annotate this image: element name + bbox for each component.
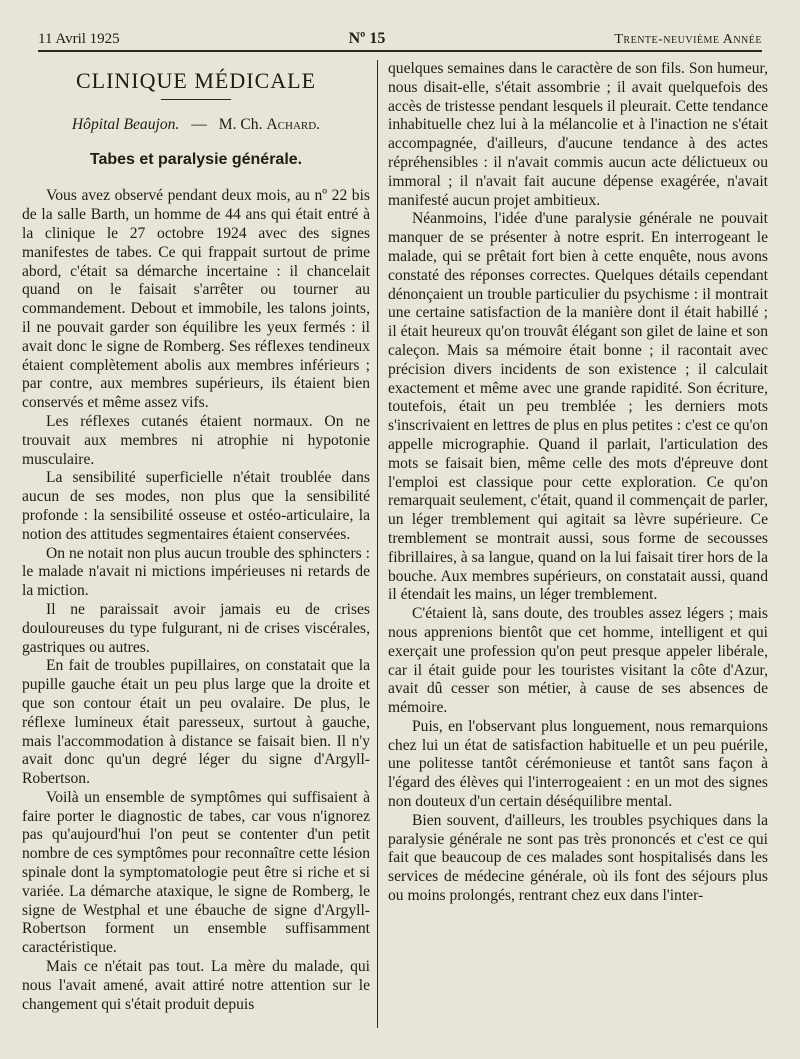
paragraph: En fait de troubles pupillaires, on constatait que la pupille gauche était un peu plus large que la droite et que son contour était un peu ovalaire. De plus, le réflexe lumineux était paresseux, surtout à gauche, mais l'accommodation à distance se faisait bien. Il n'y avait donc qu'un degré léger du signe d'Argyll-Robertson. bbox=[22, 657, 370, 788]
paragraph: Néanmoins, l'idée d'une paralysie générale ne pouvait manquer de se présenter à notre esprit. En interrogeant le malade, qui se prêtait fort bien à cette enquête, nous avons constaté des réponses correctes. Quelques détails cependant dénonçaient un trouble particulier du psychisme : il montrait une certaine satisfaction de la manière dont il était habillé ; il était heureux qu'on trouvât élégant son gilet de laine et son caleçon. Mais sa mémoire était bonne ; il racontait avec précision divers incidents de son existence ; il calculait exactement et même avec une grande rapidité. Son écriture, toutefois, était un peu tremblée ; les derniers mots s'inscrivaient en lettres de plus en plus petites : c'est ce qu'on appelle micrographie. Quand il parlait, l'articulation des mots se faisait bien, même celle des mots d'épreuve dont l'emploi est classique pour cette exploration. Ce qu'on remarquait seulement, c'était, quand il commençait de parler, un léger tremblement qui agitait sa lèvre supérieure. Ce tremblement se montrait aussi, sous forme de secousses fibrillaires, à sa langue, quand on la lui faisait tirer hors de la bouche. Aux membres supérieurs, on constatait aussi, quand il étendait les mains, un léger tremblement. bbox=[388, 210, 768, 604]
column-divider bbox=[377, 60, 378, 1028]
paragraph: C'étaient là, sans doute, des troubles assez légers ; mais nous apprenions bientôt que cet homme, intelligent et qui exerçait une profession qu'on peut presque appeler libérale, car il était guide pour les touristes visitant la côte d'Azur, avait dû cesser son métier, à cause de ses absences de mémoire. bbox=[388, 605, 768, 717]
section-title: CLINIQUE MÉDICALE bbox=[75, 68, 317, 93]
left-column bbox=[22, 60, 370, 1014]
paragraph: Bien souvent, d'ailleurs, les troubles psychiques dans la paralysie générale ne sont pas très prononcés et c'est ce qui fait que beaucoup de ces malades sont hospitalisés dans les services de médecine générale, où ils font des séjours plus ou moins prolongés, rentrant chez eux dans l'inter- bbox=[388, 811, 768, 905]
paragraph: Les réflexes cutanés étaient normaux. On ne trouvait aux membres ni atrophie ni hypotonie musculaire. bbox=[22, 412, 370, 468]
byline bbox=[22, 116, 370, 135]
volume-year: Trente-neuvième Année bbox=[614, 32, 762, 47]
issue-date: 11 Avril 1925 bbox=[38, 31, 120, 47]
paragraph-continuation: quelques semaines dans le caractère de son fils. Son humeur, nous disait-elle, s'était assombrie ; il avait quelquefois des accès de tristesse pendant lesquels il pleurait. Cette tendance inhabituelle chez lui à la mélancolie et à l'inaction ne s'était accompagnée, d'ailleurs, d'aucune tendance à des actes répréhensibles : il n'avait commis aucun acte délictueux ou immoral ; il n'avait fait aucune dépense exagérée, n'avait manifesté aucun projet ambitieux. bbox=[388, 60, 768, 209]
byline-dash: — bbox=[191, 115, 207, 133]
running-head bbox=[38, 26, 762, 48]
paragraph: Voilà un ensemble de symptômes qui suffisaient à faire porter le diagnostic de tabes, car vous n'ignorez pas qu'aujourd'hui l'on peut se contenter d'un petit nombre de ces symptômes pour reconnaître cette lésion spinale dont la symptomatologie peut être si riche et si variée. La démarche ataxique, le signe de Romberg, le signe de Westphal et une ébauche de signe d'Argyll-Robertson forment un ensemble suffisamment caractéristique. bbox=[22, 788, 370, 957]
author-name: Achard. bbox=[266, 115, 321, 133]
hospital-name: Hôpital Beaujon. bbox=[71, 115, 180, 133]
right-column bbox=[388, 60, 768, 906]
issue-number: Nº 15 bbox=[348, 30, 386, 47]
paragraph: Il ne paraissait avoir jamais eu de crises douloureuses du type fulgurant, ni de crises viscérales, gastriques ou autres. bbox=[22, 600, 370, 656]
paragraph: Vous avez observé pendant deux mois, au nº 22 bis de la salle Barth, un homme de 44 ans qui était entré à la clinique le 27 octobre 1924 avec des signes manifestes de tabes. Ce qui frappait surtout de prime abord, c'était sa démarche incertaine : il chancelait quand on le faisait s'arrêter ou tourner au commandement. Debout et immobile, les talons joints, il ne pouvait garder son équilibre les yeux fermés : il avait donc le signe de Romberg. Ses réflexes tendineux étaient complètement abolis aux membres inférieurs ; par contre, aux membres supérieurs, ils étaient bien conservés et même assez vifs. bbox=[22, 187, 370, 412]
author-prefix: M. Ch. bbox=[218, 115, 263, 133]
article-title: Tabes et paralysie générale. bbox=[89, 150, 303, 168]
title-rule bbox=[161, 99, 231, 100]
paragraph: La sensibilité superficielle n'était troublée dans aucun de ses modes, non plus que la sensibilité profonde : la sensibilité osseuse et ostéo-articulaire, la notion des attitudes segmentaires étaient conservées. bbox=[22, 469, 370, 543]
paragraph: Mais ce n'était pas tout. La mère du malade, qui nous l'avait amené, avait attiré notre attention sur le changement qui s'était produit depuis bbox=[22, 958, 370, 1013]
paragraph: On ne notait non plus aucun trouble des sphincters : le malade n'avait ni mictions impérieuses ni retards de la miction. bbox=[22, 544, 370, 600]
paragraph: Puis, en l'observant plus longuement, nous remarquions chez lui un état de satisfaction habituelle et un peu puérile, une politesse tantôt cérémonieuse et tantôt sans façon à l'égard des élèves qui l'interrogeaient : en un mot des signes non douteux d'un certain déséquilibre mental. bbox=[388, 717, 768, 811]
header-rule bbox=[38, 50, 762, 52]
